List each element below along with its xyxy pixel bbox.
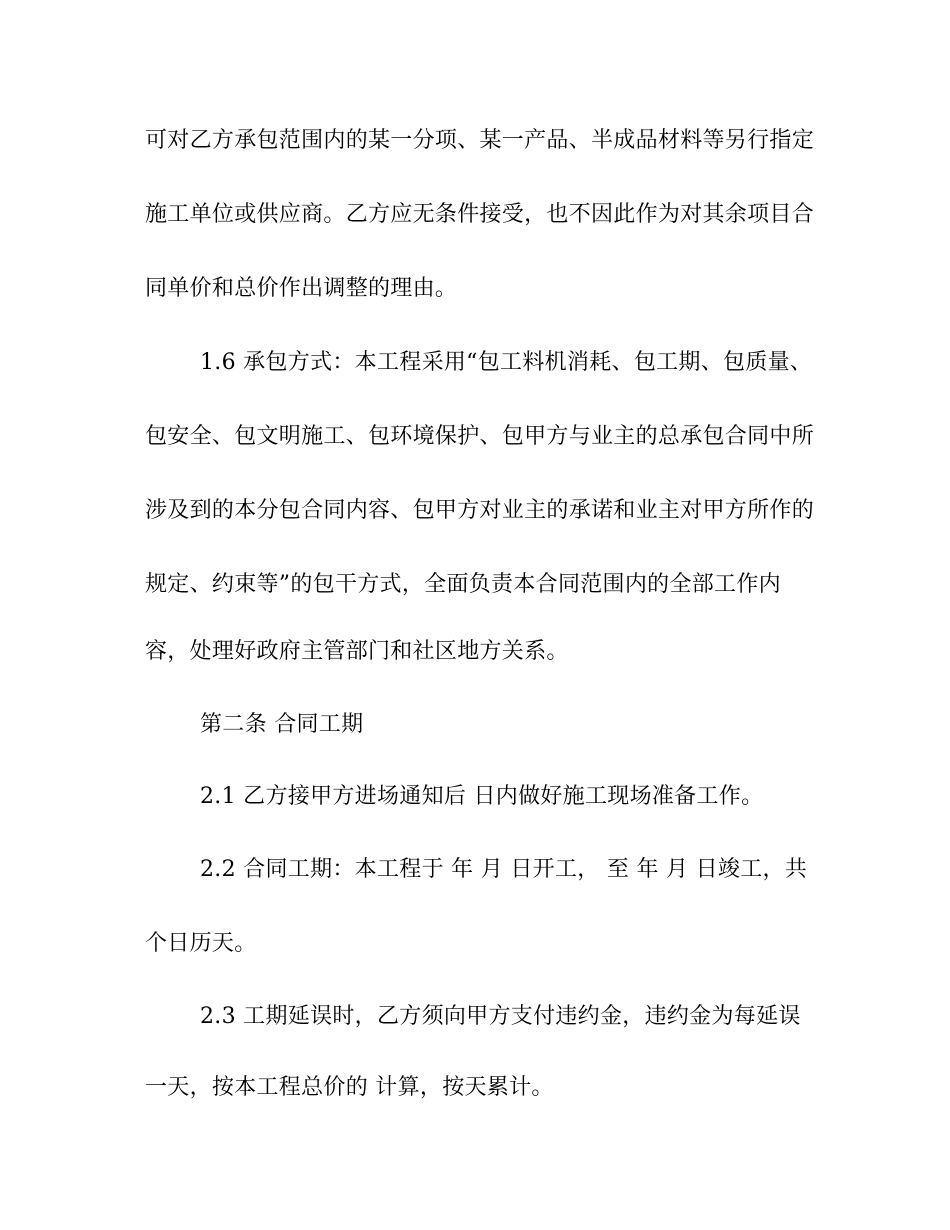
- paragraph-line: 一天，按本工程总价的 计算，按天累计。: [145, 1075, 554, 1100]
- paragraph-line: 涉及到的本分包合同内容、包甲方对业主的承诺和业主对甲方所作的: [145, 498, 815, 523]
- paragraph-line: 可对乙方承包范围内的某一分项、某一产品、半成品材料等另行指定: [145, 128, 815, 153]
- paragraph-line: 1.6 承包方式：本工程采用“包工料机消耗、包工期、包质量、: [200, 350, 813, 375]
- paragraph-line: 个日历天。: [145, 931, 257, 956]
- section-heading: 第二条 合同工期: [200, 712, 364, 737]
- paragraph-line: 规定、约束等”的包干方式，全面负责本合同范围内的全部工作内: [145, 572, 781, 597]
- paragraph-line: 施工单位或供应商。乙方应无条件接受，也不因此作为对其余项目合: [145, 202, 815, 227]
- paragraph-line: 2.1 乙方接甲方进场通知后 日内做好施工现场准备工作。: [200, 784, 764, 809]
- paragraph-line: 2.2 合同工期：本工程于 年 月 日开工， 至 年 月 日竣工，共: [200, 857, 808, 882]
- paragraph-line: 2.3 工期延误时，乙方须向甲方支付违约金，违约金为每延误: [200, 1004, 801, 1029]
- paragraph-line: 包安全、包文明施工、包环境保护、包甲方与业主的总承包合同中所: [145, 424, 815, 449]
- paragraph-line: 容，处理好政府主管部门和社区地方关系。: [145, 639, 569, 664]
- paragraph-line: 同单价和总价作出调整的理由。: [145, 276, 458, 301]
